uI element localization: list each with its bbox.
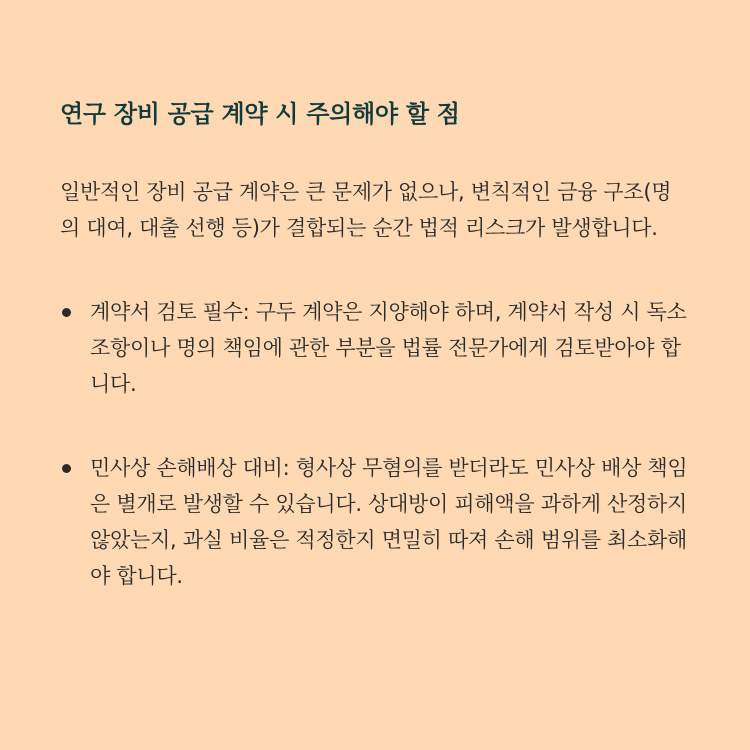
bullet-text: 민사상 손해배상 대비: 형사상 무혐의를 받더라도 민사상 배상 책임은 별개로 발생할 수 있습니다. 상대방이 피해액을 과하게 산정하지 않았는지, 과실 비율은 적정한지 면밀히 따져 손해 범위를 최소화해야 합니다. xyxy=(90,456,688,588)
bullet-item-civil-damages xyxy=(60,450,690,594)
bullet-text: 계약서 검토 필수: 구두 계약은 지양해야 하며, 계약서 작성 시 독소 조항이나 명의 책임에 관한 부분을 법률 전문가에게 검토받아야 합니다. xyxy=(90,300,687,396)
bullet-item-contract-review xyxy=(60,294,690,402)
bullet-dot-icon xyxy=(62,308,71,317)
bullet-dot-icon xyxy=(62,464,71,473)
bullet-list xyxy=(60,294,690,594)
intro-paragraph: 일반적인 장비 공급 계약은 큰 문제가 없으나, 변칙적인 금융 구조(명의 대여, 대출 선행 등)가 결합되는 순간 법적 리스크가 발생합니다. xyxy=(60,180,672,240)
page-title: 연구 장비 공급 계약 시 주의해야 할 점 xyxy=(60,100,460,128)
